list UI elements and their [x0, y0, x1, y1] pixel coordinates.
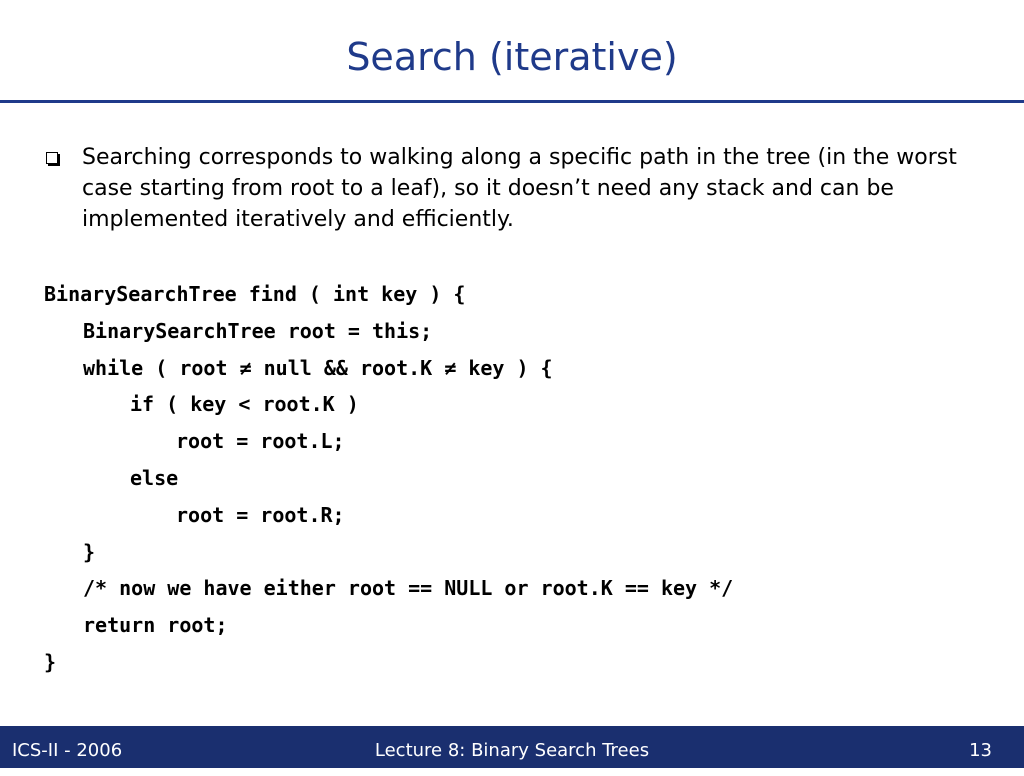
- bullet-item: [46, 142, 986, 235]
- bullet-text: Searching corresponds to walking along a specific path in the tree (in the worst case starting from root to a leaf), so it doesn’t need any stack and can be implemented iteratively and efficiently.: [82, 145, 957, 232]
- code-line: while ( root ≠ null && root.K ≠ key ) {: [83, 355, 553, 380]
- code-line: /* now we have either root == NULL or root.K == key */: [83, 576, 734, 601]
- slide-title: Search (iterative): [346, 35, 678, 79]
- checkbox-bullet-icon: [46, 152, 58, 164]
- code-line: else: [130, 465, 179, 490]
- footer-course: ICS-II - 2006: [12, 740, 123, 761]
- code-line: BinarySearchTree root = this;: [83, 318, 433, 343]
- page-number: 13: [969, 740, 992, 761]
- slide-footer: [0, 726, 1024, 768]
- code-line: }: [83, 539, 96, 564]
- code-line: BinarySearchTree find ( int key ) {: [44, 282, 466, 306]
- code-line: root = root.R;: [176, 502, 345, 527]
- code-block: [44, 276, 733, 681]
- code-line: }: [44, 649, 57, 674]
- code-line: root = root.L;: [176, 429, 345, 454]
- code-line: return root;: [83, 613, 228, 638]
- title-divider: [0, 100, 1024, 103]
- code-line: if ( key < root.K ): [130, 392, 359, 417]
- footer-lecture-title: Lecture 8: Binary Search Trees: [374, 740, 650, 761]
